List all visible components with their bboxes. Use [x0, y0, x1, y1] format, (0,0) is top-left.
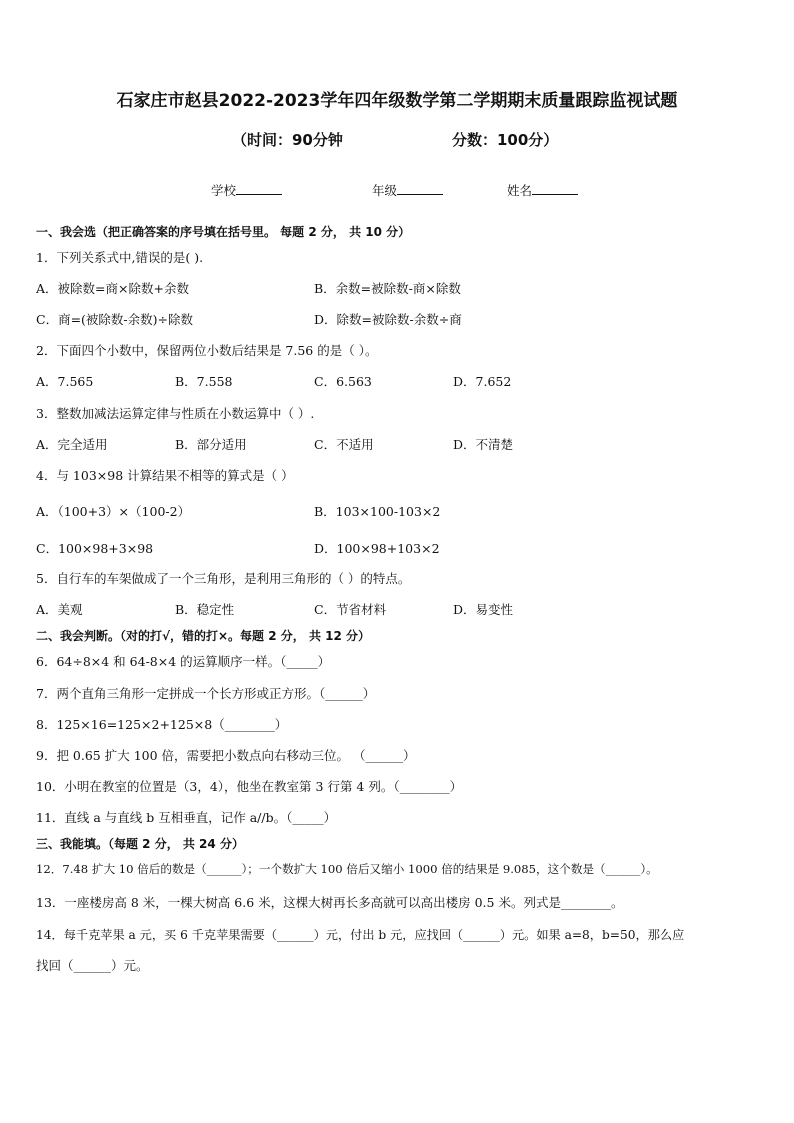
question-13[interactable]: 13．一座楼房高 8 米，一棵大树高 6.6 米，这棵大树再长多高就可以高出楼房 0.5 米。列式是________。 [36, 895, 624, 910]
question-14-line-1[interactable]: 14．每千克苹果 a 元，买 6 千克苹果需要（______）元，付出 b 元，应找回（______）元。如果 a=8，b=50，那么应 [36, 928, 685, 942]
question-1-option-b[interactable]: B．余数=被除数-商×除数 [314, 281, 461, 296]
question-5-option-b[interactable]: B．稳定性 [175, 602, 235, 617]
question-4-option-b[interactable]: B．103×100-103×2 [314, 504, 441, 519]
question-4-option-c[interactable]: C．100×98+3×98 [36, 541, 154, 556]
school-blank[interactable] [236, 182, 282, 195]
school-label: 学校 [211, 183, 237, 198]
section-1-heading: 一、我会选（把正确答案的序号填在括号里。 每题 2 分， 共 10 分） [36, 225, 411, 239]
question-1-stem: 1．下列关系式中,错误的是( ). [36, 250, 204, 265]
question-4-stem: 4．与 103×98 计算结果不相等的算式是（ ） [36, 468, 294, 483]
question-1-option-d[interactable]: D．除数=被除数-余数÷商 [314, 312, 462, 327]
question-6[interactable]: 6．64÷8×4 和 64-8×4 的运算顺序一样。（_____） [36, 654, 331, 669]
grade-label: 年级 [372, 183, 398, 198]
question-14-line-2[interactable]: 找回（______）元。 [36, 958, 149, 973]
question-2-option-d[interactable]: D．7.652 [453, 374, 512, 389]
question-3-option-c[interactable]: C．不适用 [314, 437, 374, 452]
question-2-stem: 2．下面四个小数中，保留两位小数后结果是 7.56 的是（ ）。 [36, 343, 378, 358]
question-1-option-c[interactable]: C．商=(被除数-余数)÷除数 [36, 312, 193, 327]
grade-blank[interactable] [397, 182, 443, 195]
question-2-option-b[interactable]: B．7.558 [175, 374, 233, 389]
exam-score: 分数：100分） [452, 131, 559, 149]
question-5-option-a[interactable]: A．美观 [36, 602, 83, 617]
question-2-option-a[interactable]: A．7.565 [36, 374, 94, 389]
name-label: 姓名 [507, 183, 533, 198]
question-3-option-d[interactable]: D．不清楚 [453, 437, 514, 452]
question-7[interactable]: 7．两个直角三角形一定拼成一个长方形或正方形。（______） [36, 686, 376, 701]
school-field [211, 181, 282, 199]
question-5-option-d[interactable]: D．易变性 [453, 602, 514, 617]
question-1-option-a[interactable]: A．被除数=商×除数+余数 [36, 281, 189, 296]
exam-time: （时间：90分钟 [232, 131, 343, 149]
question-3-stem: 3．整数加减法运算定律与性质在小数运算中（ ）. [36, 406, 315, 421]
name-blank[interactable] [532, 182, 578, 195]
question-11[interactable]: 11．直线 a 与直线 b 互相垂直，记作 a//b。（_____） [36, 810, 337, 825]
question-3-option-b[interactable]: B．部分适用 [175, 437, 247, 452]
question-3-option-a[interactable]: A．完全适用 [36, 437, 108, 452]
question-9[interactable]: 9．把 0.65 扩大 100 倍，需要把小数点向右移动三位。 （______） [36, 748, 416, 763]
question-5-option-c[interactable]: C．节省材料 [314, 602, 387, 617]
name-field [507, 181, 578, 199]
section-2-heading: 二、我会判断。（对的打√，错的打×。每题 2 分， 共 12 分） [36, 629, 370, 643]
question-8[interactable]: 8．125×16=125×2+125×8（________） [36, 717, 288, 732]
question-4-option-a[interactable]: A．（100+3）×（100-2） [36, 504, 191, 519]
page-title: 石家庄市赵县2022-2023学年四年级数学第二学期期末质量跟踪监视试题 [116, 91, 678, 111]
question-5-stem: 5．自行车的车架做成了一个三角形，是利用三角形的（ ）的特点。 [36, 571, 411, 586]
question-10[interactable]: 10．小明在教室的位置是（3，4），他坐在教室第 3 行第 4 列。（________） [36, 779, 463, 794]
question-4-option-d[interactable]: D．100×98+103×2 [314, 541, 440, 556]
question-2-option-c[interactable]: C．6.563 [314, 374, 372, 389]
section-3-heading: 三、我能填。（每题 2 分， 共 24 分） [36, 837, 244, 851]
grade-field [372, 181, 443, 199]
question-12[interactable]: 12．7.48 扩大 10 倍后的数是（______）；一个数扩大 100 倍后又缩小 1000 倍的结果是 9.085，这个数是（______）。 [36, 862, 658, 876]
